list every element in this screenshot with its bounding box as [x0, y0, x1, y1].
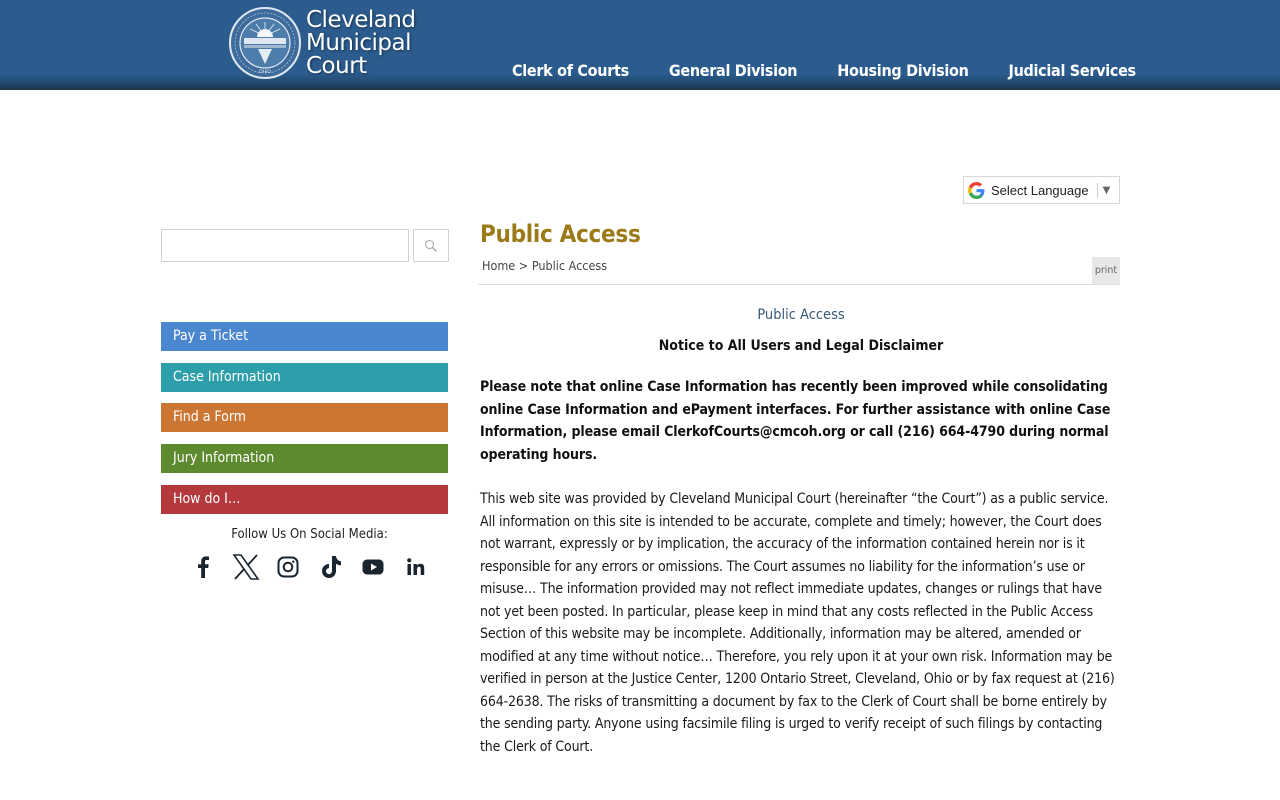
youtube-icon [362, 559, 384, 575]
quick-link-jury-information[interactable]: Jury Information [161, 444, 448, 473]
x-link[interactable] [231, 552, 261, 582]
language-label: Select Language [991, 182, 1089, 198]
notice-body: Please note that online Case Information has recently been improved while consolidating online Case Information and ePayment interfaces. For further assistance with online Case Information, please email ClerkofCourts@cmcoh.org or call (216) 664-4790 during normal operating hours. [480, 379, 1111, 463]
article-content [480, 305, 1122, 758]
tiktok-icon [320, 555, 342, 579]
nav-housing-division[interactable]: Housing Division [837, 61, 969, 80]
logo-line-1: Cleveland [306, 7, 416, 33]
logo-line-2: Municipal [306, 30, 412, 56]
facebook-icon [196, 556, 210, 578]
language-selector[interactable] [963, 176, 1120, 204]
breadcrumb-separator: > [518, 258, 529, 273]
nav-general-division[interactable]: General Division [668, 61, 798, 80]
print-button[interactable]: print [1092, 257, 1120, 284]
quick-link-pay-a-ticket[interactable]: Pay a Ticket [161, 322, 448, 351]
breadcrumb-current: Public Access [531, 258, 608, 273]
court-seal-icon [228, 6, 302, 80]
search-button[interactable] [413, 229, 449, 262]
article-subtitle: Public Access [757, 307, 845, 323]
breadcrumb [482, 258, 607, 273]
facebook-link[interactable] [188, 552, 218, 582]
nav-clerk-of-courts[interactable]: Clerk of Courts [512, 61, 629, 80]
svg-text:OHIO: OHIO [259, 70, 271, 75]
language-divider [1097, 183, 1098, 198]
logo-line-3: Court [306, 53, 367, 79]
disclaimer-text: This web site was provided by Cleveland Municipal Court (hereinafter “the Court”) as a public service. All information on this site is intended to be accurate, complete and timely; however, the Court does not warrant, expressly or by implication, the accuracy of the information contained herein nor is it responsible for any errors or omissions. The Court assumes no liability for the information’s use or misuse… The information provided may not reflect immediate updates, changes or rulings that have not yet been posted. In particular, please keep in mind that any costs reflected in the Public Access Section of this website may be incomplete. Additionally, information may be altered, amended or modified at any time without notice… Therefore, you rely upon it at your own risk. Information may be verified in person at the Justice Center, 1200 Ontario Street, Cleveland, Ohio or by fax request at (216) 664-2638. The risks of transmitting a document by fax to the Clerk of Court shall be borne entirely by the sending party. Anyone using facsimile filing is urged to verify receipt of such filings by contacting the Clerk of Court. [480, 491, 1115, 755]
page-title: Public Access [480, 220, 641, 248]
x-icon [232, 553, 260, 581]
linkedin-icon [406, 557, 426, 577]
quick-link-case-information[interactable]: Case Information [161, 363, 448, 392]
search-input[interactable] [161, 229, 409, 262]
tiktok-link[interactable] [316, 552, 346, 582]
quick-link-find-a-form[interactable]: Find a Form [161, 403, 448, 432]
logo-text [306, 9, 416, 78]
title-divider [478, 284, 1120, 285]
instagram-link[interactable] [273, 552, 303, 582]
instagram-icon [277, 556, 299, 578]
main-nav [512, 61, 1176, 80]
google-icon [968, 182, 985, 199]
notice-title: Notice to All Users and Legal Disclaimer [658, 338, 944, 354]
site-logo[interactable] [228, 5, 428, 85]
chevron-down-icon: ▼ [1102, 184, 1111, 196]
social-media-heading: Follow Us On Social Media: [231, 527, 388, 542]
social-links [188, 552, 443, 582]
linkedin-link[interactable] [401, 552, 431, 582]
search-icon [424, 239, 438, 253]
youtube-link[interactable] [358, 552, 388, 582]
breadcrumb-home[interactable]: Home [482, 258, 516, 273]
site-header [0, 0, 1280, 90]
quick-link-how-do-i[interactable]: How do I… [161, 485, 448, 514]
nav-judicial-services[interactable]: Judicial Services [1008, 61, 1136, 80]
